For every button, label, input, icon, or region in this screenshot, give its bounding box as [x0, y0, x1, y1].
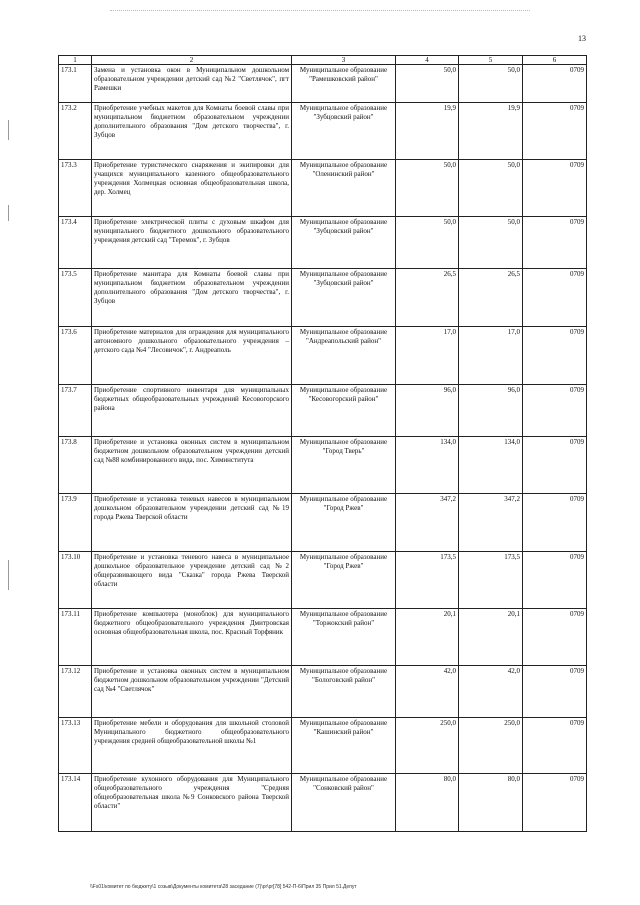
cell-amount: 20,1: [396, 609, 459, 666]
table-row: [59, 666, 587, 718]
cell-number: 173.11: [59, 609, 92, 666]
cell-code: 0709: [523, 718, 587, 774]
scan-top-rule: [110, 10, 530, 11]
cell-municipality: Муниципальное образование "Андреапольский район": [292, 327, 396, 385]
cell-amount: 17,0: [396, 327, 459, 385]
col-header: 2: [92, 56, 292, 65]
header-row: [59, 56, 587, 65]
cell-number: 173.6: [59, 327, 92, 385]
cell-number: 173.8: [59, 437, 92, 494]
cell-number: 173.7: [59, 385, 92, 437]
cell-description: Приобретение и установка теневых навесов в муниципальном дошкольном образовательном учреждении детский сад №19 города Ржева Тверской области: [92, 494, 292, 552]
cell-amount: 42,0: [396, 666, 459, 718]
cell-amount: 19,9: [396, 103, 459, 160]
table-row: [59, 385, 587, 437]
cell-amount: 26,5: [459, 269, 523, 327]
cell-municipality: Муниципальное образование "Город Тверь": [292, 437, 396, 494]
cell-description: Приобретение и установка теневого навеса в муниципальное дошкольное образовательное учреждение детский сад №2 общеразвивающего вида "Сказка" города Ржева Тверской области: [92, 552, 292, 609]
cell-amount: 134,0: [459, 437, 523, 494]
cell-number: 173.10: [59, 552, 92, 609]
cell-code: 0709: [523, 160, 587, 217]
cell-amount: 50,0: [459, 160, 523, 217]
cell-number: 173.12: [59, 666, 92, 718]
cell-amount: 134,0: [396, 437, 459, 494]
cell-description: Приобретение электрической плиты с духовым шкафом для муниципального бюджетного дошкольного образовательного учреждения детский сад "Теремок", г. Зубцов: [92, 217, 292, 269]
cell-description: Приобретение кухонного оборудования для Муниципального общеобразовательного учреждения "Средняя общеобразовательная школа №9 Сонковского района Тверской области": [92, 774, 292, 832]
cell-municipality: Муниципальное образование "Город Ржев": [292, 552, 396, 609]
cell-code: 0709: [523, 494, 587, 552]
table-row: [59, 494, 587, 552]
cell-description: Приобретение мебели и оборудования для школьной столовой Муниципального бюджетного общеобразовательного учреждения средней общеобразовательной школы №1: [92, 718, 292, 774]
cell-amount: 42,0: [459, 666, 523, 718]
cell-number: 173.14: [59, 774, 92, 832]
table-row: [59, 552, 587, 609]
col-header: 1: [59, 56, 92, 65]
table-row: [59, 609, 587, 666]
col-header: 5: [459, 56, 523, 65]
table-row: [59, 269, 587, 327]
page-number: 13: [578, 34, 586, 43]
file-path-footer: \\Fs01\комитет по бюджету\1 созыв\Документы комитета\28 заседание (7)\pr\pr[78] 542-П-6\Прил 35 Прил 51.Депут: [90, 884, 357, 890]
cell-code: 0709: [523, 774, 587, 832]
cell-code: 0709: [523, 385, 587, 437]
cell-number: 173.4: [59, 217, 92, 269]
cell-number: 173.1: [59, 65, 92, 103]
allocation-table: [58, 55, 587, 832]
cell-amount: 80,0: [396, 774, 459, 832]
margin-mark: [8, 205, 9, 221]
table-row: [59, 718, 587, 774]
cell-description: Приобретение материалов для ограждения для муниципального автономного дошкольного образовательного учреждения – детского сада №4 "Лесовичок", г. Андреаполь: [92, 327, 292, 385]
cell-municipality: Муниципальное образование "Бологовский район": [292, 666, 396, 718]
table-row: [59, 327, 587, 385]
cell-amount: 96,0: [459, 385, 523, 437]
cell-amount: 20,1: [459, 609, 523, 666]
table-row: [59, 437, 587, 494]
cell-municipality: Муниципальное образование "Торжокский район": [292, 609, 396, 666]
cell-description: Приобретение учебных макетов для Комнаты боевой славы при муниципальном бюджетном образовательном учреждении дополнительного образования "Дом детского творчества", г. Зубцов: [92, 103, 292, 160]
cell-code: 0709: [523, 103, 587, 160]
cell-amount: 50,0: [396, 217, 459, 269]
col-header: 3: [292, 56, 396, 65]
cell-municipality: Муниципальное образование "Кесовогорский район": [292, 385, 396, 437]
cell-municipality: Муниципальное образование "Рамешковский район": [292, 65, 396, 103]
cell-municipality: Муниципальное образование "Зубцовский район": [292, 269, 396, 327]
cell-description: Приобретение и установка оконных систем в муниципальном бюджетном дошкольном образовательном учреждении детский сад №88 комбинированного вида, пос. Химинститута: [92, 437, 292, 494]
cell-code: 0709: [523, 437, 587, 494]
table-row: [59, 65, 587, 103]
table-row: [59, 774, 587, 832]
cell-amount: 50,0: [459, 65, 523, 103]
cell-amount: 50,0: [459, 217, 523, 269]
cell-code: 0709: [523, 269, 587, 327]
cell-number: 173.3: [59, 160, 92, 217]
cell-description: Приобретение туристического снаряжения и экипировки для учащихся муниципального казенного общеобразовательного учреждения Холмецкая основная общеобразовательная школа, дер. Холмец: [92, 160, 292, 217]
cell-municipality: Муниципальное образование "Зубцовский район": [292, 217, 396, 269]
cell-number: 173.13: [59, 718, 92, 774]
cell-municipality: Муниципальное образование "Зубцовский район": [292, 103, 396, 160]
cell-amount: 250,0: [396, 718, 459, 774]
margin-mark: [8, 560, 9, 590]
cell-amount: 19,9: [459, 103, 523, 160]
cell-amount: 80,0: [459, 774, 523, 832]
cell-municipality: Муниципальное образование "Сонковский район": [292, 774, 396, 832]
cell-code: 0709: [523, 217, 587, 269]
cell-amount: 173,5: [459, 552, 523, 609]
cell-code: 0709: [523, 666, 587, 718]
cell-description: Приобретение спортивного инвентаря для муниципальных бюджетных общеобразовательных учреждений Кесовогорского района: [92, 385, 292, 437]
cell-amount: 50,0: [396, 65, 459, 103]
cell-number: 173.5: [59, 269, 92, 327]
margin-mark: [8, 120, 9, 140]
cell-amount: 347,2: [396, 494, 459, 552]
cell-amount: 26,5: [396, 269, 459, 327]
table-row: [59, 103, 587, 160]
cell-municipality: Муниципальное образование "Город Ржев": [292, 494, 396, 552]
cell-amount: 17,0: [459, 327, 523, 385]
table-row: [59, 217, 587, 269]
cell-code: 0709: [523, 552, 587, 609]
cell-description: Приобретение компьютера (моноблок) для муниципального бюджетного общеобразовательного учреждения Дмитровская основная общеобразовательная школа, пос. Красный Торфяник: [92, 609, 292, 666]
cell-description: Приобретение и установка оконных систем в муниципальном бюджетном дошкольном образовательном учреждении "Детский сад №4 "Светлячок": [92, 666, 292, 718]
cell-amount: 250,0: [459, 718, 523, 774]
cell-amount: 96,0: [396, 385, 459, 437]
cell-description: Замена и установка окон в Муниципальном дошкольном образовательном учреждении детский сад №2 "Светлячок", пгт Рамешки: [92, 65, 292, 103]
cell-number: 173.2: [59, 103, 92, 160]
cell-code: 0709: [523, 65, 587, 103]
cell-municipality: Муниципальное образование "Оленинский район": [292, 160, 396, 217]
cell-number: 173.9: [59, 494, 92, 552]
cell-municipality: Муниципальное образование "Кашинский район": [292, 718, 396, 774]
col-header: 6: [523, 56, 587, 65]
col-header: 4: [396, 56, 459, 65]
table-row: [59, 160, 587, 217]
cell-amount: 347,2: [459, 494, 523, 552]
cell-code: 0709: [523, 609, 587, 666]
cell-amount: 173,5: [396, 552, 459, 609]
cell-description: Приобретение манитара для Комнаты боевой славы при муниципальном бюджетном образовательном учреждении дополнительного образования "Дом детского творчества", г. Зубцов: [92, 269, 292, 327]
cell-code: 0709: [523, 327, 587, 385]
cell-amount: 50,0: [396, 160, 459, 217]
